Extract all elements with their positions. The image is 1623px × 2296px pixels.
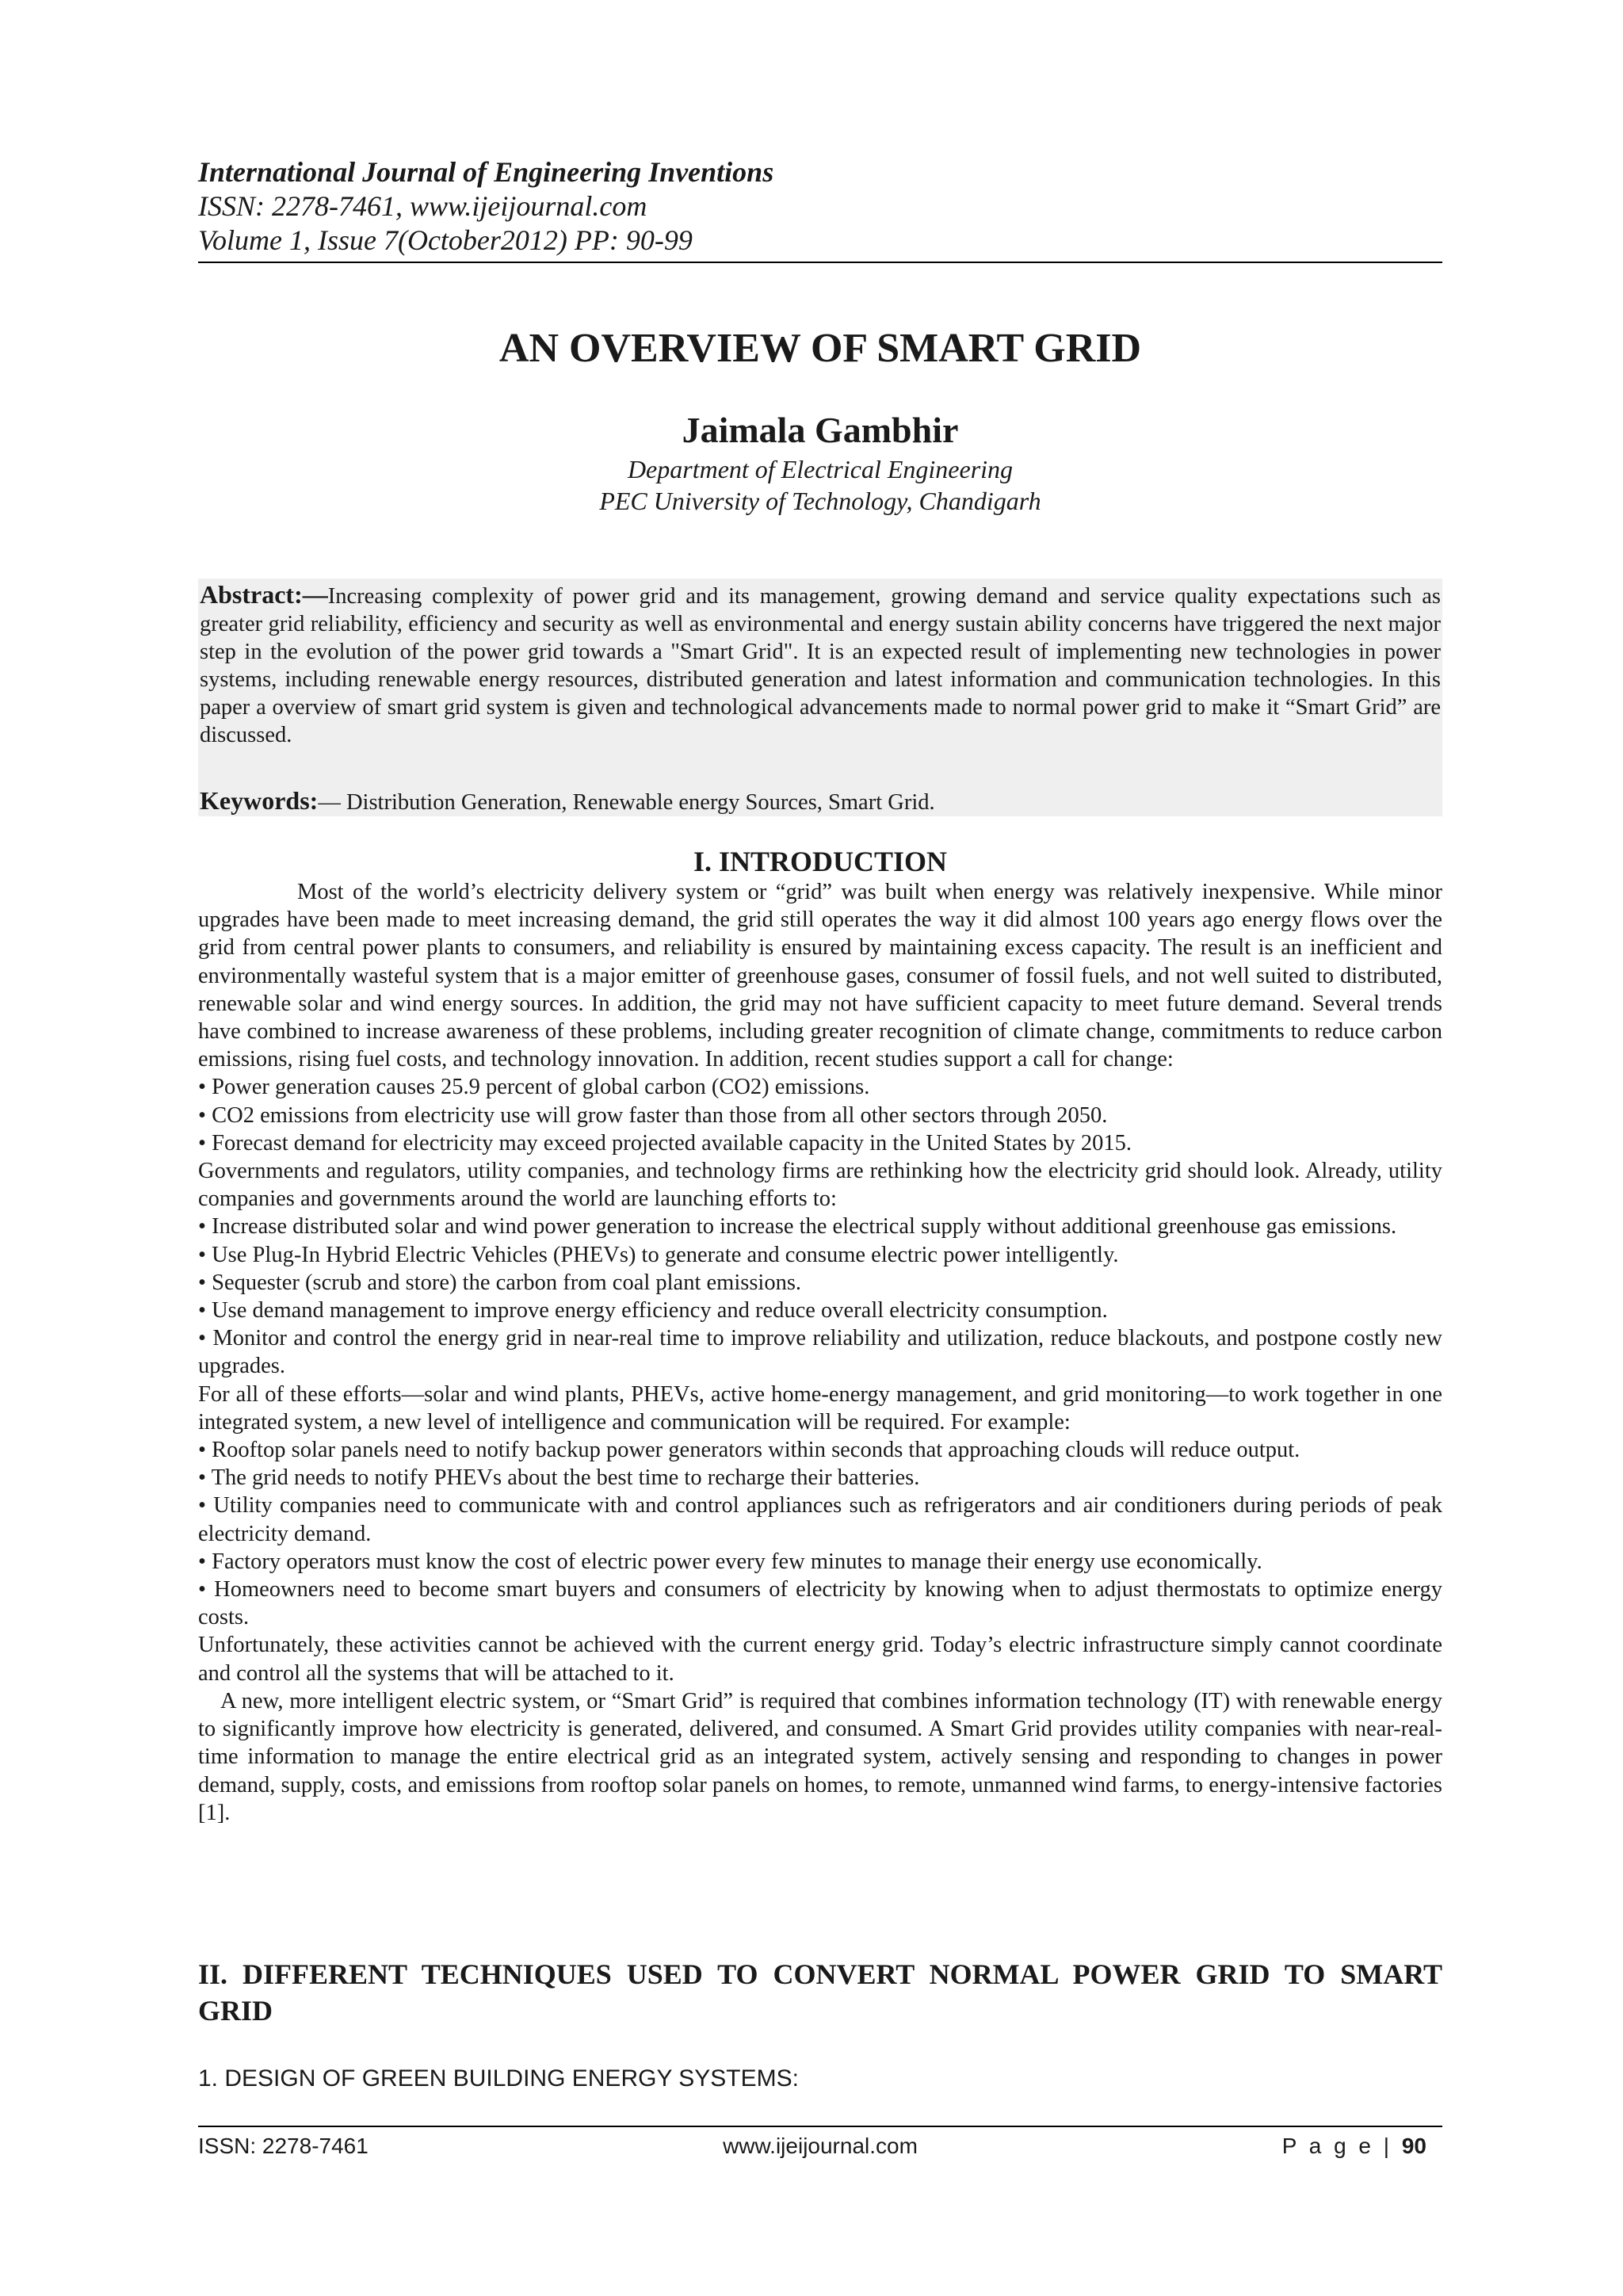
bullet-item: • Monitor and control the energy grid in near-real time to improve reliability and utilization, reduce blackouts, and postpone costly new upgrades.	[198, 1326, 1442, 1379]
footer-rule	[198, 2126, 1442, 2127]
abstract	[200, 581, 1441, 749]
bullet-item: • The grid needs to notify PHEVs about the best time to recharge their batteries.	[198, 1465, 920, 1491]
author-affiliation	[198, 453, 1442, 517]
keywords-label: Keywords:	[200, 786, 319, 815]
author-name: Jaimala Gambhir	[682, 410, 959, 450]
bullet-item: • Increase distributed solar and wind power generation to increase the electrical supply without additional greenhouse gas emissions.	[198, 1214, 1397, 1240]
footer-page	[1282, 2132, 1426, 2160]
keywords	[200, 787, 1441, 816]
bullet-item: • Use demand management to improve energy efficiency and reduce overall electricity consumption.	[198, 1298, 1108, 1324]
header-rule	[198, 262, 1442, 263]
paragraph: Unfortunately, these activities cannot be achieved with the current energy grid. Today’s electric infrastructure simply cannot coordinate and control all the systems that will be attached to it.	[198, 1633, 1442, 1686]
footer-issn: ISSN: 2278-7461	[198, 2134, 369, 2158]
bullet-item: • Utility companies need to communicate with and control appliances such as refrigerators and air conditioners during periods of peak electricity demand.	[198, 1493, 1442, 1546]
page-label: P a g e |	[1281, 2134, 1402, 2158]
page-number: 90	[1401, 2134, 1426, 2158]
journal-volume: Volume 1, Issue 7(October2012) PP: 90-99	[198, 224, 693, 256]
introduction-body	[198, 878, 1442, 1827]
bullet-item: • Factory operators must know the cost of electric power every few minutes to manage their energy use economically.	[198, 1549, 1262, 1574]
bullet-item: • Power generation causes 25.9 percent of global carbon (CO2) emissions.	[198, 1075, 870, 1100]
subsection-heading: 1. DESIGN OF GREEN BUILDING ENERGY SYSTEMS:	[198, 2065, 799, 2092]
paper-title: AN OVERVIEW OF SMART GRID	[498, 326, 1142, 371]
bullet-item: • Forecast demand for electricity may exceed projected available capacity in the United States by 2015.	[198, 1130, 1132, 1156]
paragraph: A new, more intelligent electric system, or “Smart Grid” is required that combines information technology (IT) with renewable energy to significantly improve how electricity is generated, delivered, and consumed. A Smart Grid provides utility companies with near-real-time information to manage the entire electrical grid as an integrated system, actively sensing and responding to changes in power demand, supply, costs, and emissions from rooftop solar panels on homes, to remote, unmanned wind farms, to energy-intensive factories [1].	[198, 1688, 1442, 1825]
section-heading-introduction: I. INTRODUCTION	[693, 846, 948, 877]
paragraph: Most of the world’s electricity delivery system or “grid” was built when energy was relatively inexpensive. While minor upgrades have been made to meet increasing demand, the grid still operates the way it did almost 100 years ago energy flows over the grid from central power plants to consumers, and reliability is ensured by maintaining excess capacity. The result is an inefficient and environmentally wasteful system that is a major emitter of greenhouse gases, consumer of fossil fuels, and not well suited to distributed, renewable solar and wind energy sources. In addition, the grid may not have sufficient capacity to meet future demand. Several trends have combined to increase awareness of these problems, including greater recognition of climate change, commitments to reduce carbon emissions, rising fuel costs, and technology innovation. In addition, recent studies support a call for change:	[198, 880, 1442, 1072]
affiliation-department: Department of Electrical Engineering	[627, 455, 1014, 483]
affiliation-university: PEC University of Technology, Chandigarh	[599, 487, 1041, 515]
page-footer	[198, 2132, 1442, 2164]
journal-header	[198, 155, 1442, 258]
paragraph: For all of these efforts—solar and wind plants, PHEVs, active home-energy management, and grid monitoring—to work together in one integrated system, a new level of intelligence and communication will be required. For example:	[198, 1381, 1442, 1435]
bullet-item: • Use Plug-In Hybrid Electric Vehicles (PHEVs) to generate and consume electric power intelligently.	[198, 1242, 1119, 1267]
abstract-text: Increasing complexity of power grid and its management, growing demand and service quality expectations such as greater grid reliability, efficiency and security as well as environmental and energy sustain ability concerns have triggered the next major step in the evolution of the power grid towards a "Smart Grid". It is an expected result of implementing new technologies in power systems, including renewable energy resources, distributed generation and latest information and communication technologies. In this paper a overview of smart grid system is given and technological advancements made to normal power grid to make it “Smart Grid” are discussed.	[200, 584, 1441, 747]
paragraph: Governments and regulators, utility companies, and technology firms are rethinking how the electricity grid should look. Already, utility companies and governments around the world are launching efforts to:	[198, 1159, 1442, 1212]
abstract-label: Abstract:—	[200, 580, 328, 609]
bullet-item: • CO2 emissions from electricity use will grow faster than those from all other sectors through 2050.	[198, 1102, 1108, 1128]
journal-issn: ISSN: 2278-7461, www.ijeijournal.com	[198, 190, 647, 222]
bullet-item: • Rooftop solar panels need to notify backup power generators within seconds that approaching clouds will reduce output.	[198, 1438, 1300, 1463]
section-heading-techniques: II. DIFFERENT TECHNIQUES USED TO CONVERT NORMAL POWER GRID TO SMART GRID	[198, 1958, 1442, 2027]
keywords-text: — Distribution Generation, Renewable energy Sources, Smart Grid.	[318, 790, 935, 815]
bullet-item: • Sequester (scrub and store) the carbon from coal plant emissions.	[198, 1270, 802, 1295]
journal-name: International Journal of Engineering Inventions	[198, 156, 774, 188]
footer-url: www.ijeijournal.com	[723, 2134, 918, 2158]
bullet-item: • Homeowners need to become smart buyers and consumers of electricity by knowing when to adjust thermostats to optimize energy costs.	[198, 1577, 1442, 1630]
